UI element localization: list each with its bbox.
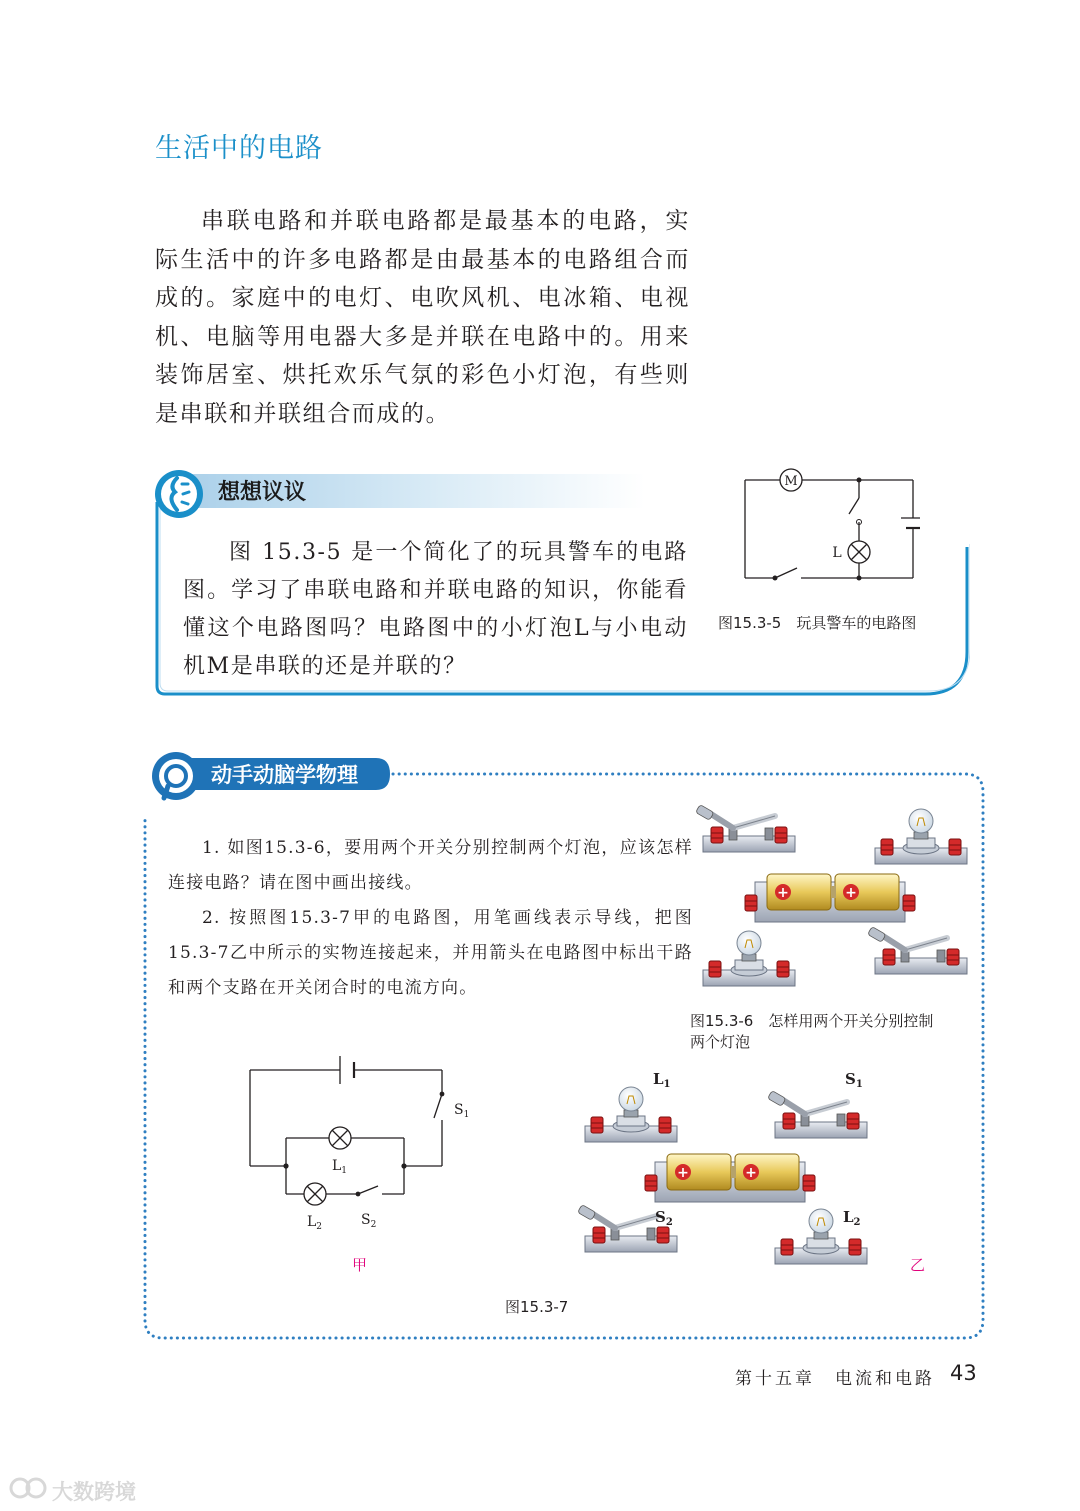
fig7-jia-l1-sub: 1: [341, 1166, 348, 1176]
fig7-jia-l1-label: L: [332, 1158, 342, 1174]
fig7-yi-s2-sub: 2: [665, 1217, 673, 1228]
fig7-jia-circuit-diagram: [240, 1048, 470, 1238]
svg-text:L1: [332, 1158, 347, 1176]
think-heading: 想想议议: [218, 480, 307, 505]
fig7-jia-s1-sub: 1: [463, 1110, 470, 1120]
fig7-jia-l2-sub: 2: [316, 1222, 323, 1232]
fig7-yi-label: 乙: [910, 1256, 926, 1274]
fig7-jia-s2-label: S: [361, 1212, 371, 1228]
section-title: 生活中的电路: [155, 133, 323, 164]
fig5-caption: 图15.3-5 玩具警车的电路图: [718, 614, 917, 632]
svg-text:L2: [307, 1214, 322, 1232]
hands-on-heading: 动手动脑学物理: [211, 763, 358, 787]
fig7-caption: 图15.3-7: [505, 1298, 569, 1316]
svg-text:L2: [843, 1208, 861, 1228]
intro-paragraph: 串联电路和并联电路都是最基本的电路，实际生活中的许多电路都是由最基本的电路组合而成的。家庭中的电灯、电吹风机、电冰箱、电视机、电脑等用电器大多是并联在电路中的。用来装饰居室、烘托欢乐气氛的彩色小灯泡，有些则是串联和并联组合而成的。: [155, 208, 690, 427]
chapter-footer: 第十五章 电流和电路: [735, 1369, 935, 1389]
page-number: 43: [950, 1361, 977, 1385]
watermark-text: 大数跨境: [52, 1480, 136, 1504]
task-1: 1. 如图15.3-6，要用两个开关分别控制两个灯泡，应该怎样连接电路？请在图中画出接线。: [168, 838, 693, 893]
fig7-jia-s2-sub: 2: [370, 1220, 377, 1230]
fig7-yi-s1-label: S: [845, 1070, 856, 1088]
lamp-label: L: [832, 545, 842, 561]
svg-text:S1: [454, 1102, 469, 1120]
fig7-jia-label: 甲: [352, 1256, 368, 1274]
fig7-yi-components-illustration: [575, 1058, 895, 1288]
motor-label: M: [784, 474, 798, 489]
fig7-yi-s2-label: S: [655, 1208, 666, 1226]
fig7-yi-l1-label: L: [653, 1070, 664, 1088]
fig7-yi-l2-sub: 2: [853, 1217, 861, 1228]
watermark-logo-icon: [8, 1474, 48, 1502]
task-2: 2. 按照图15.3-7甲的电路图，用笔画线表示导线，把图15.3-7乙中所示的实物连接起来，并用箭头在电路图中标出干路和两个支路在开关闭合时的电流方向。: [168, 908, 693, 998]
fig6-components-illustration: [685, 790, 975, 1005]
svg-text:L1: [653, 1070, 671, 1090]
svg-text:S2: [361, 1212, 376, 1230]
fig6-caption-line2: 两个灯泡: [690, 1033, 751, 1051]
fig6-caption-line1: 图15.3-6 怎样用两个开关分别控制: [690, 1012, 934, 1030]
fig7-jia-s1-label: S: [454, 1102, 464, 1118]
fig7-yi-s1-sub: 1: [855, 1079, 863, 1090]
svg-text:S1: [845, 1070, 863, 1090]
fig7-yi-l1-sub: 1: [663, 1079, 671, 1090]
fig7-yi-l2-label: L: [843, 1208, 854, 1226]
svg-text:S2: [655, 1208, 673, 1228]
toy-car-circuit-diagram: [735, 466, 920, 586]
fig7-jia-l2-label: L: [307, 1214, 317, 1230]
think-icon: [153, 468, 205, 520]
think-text: 图 15.3-5 是一个简化了的玩具警车的电路图。学习了串联电路和并联电路的知识，你能看懂这个电路图吗？电路图中的小灯泡L与小电动机M是串联的还是并联的？: [183, 540, 688, 679]
